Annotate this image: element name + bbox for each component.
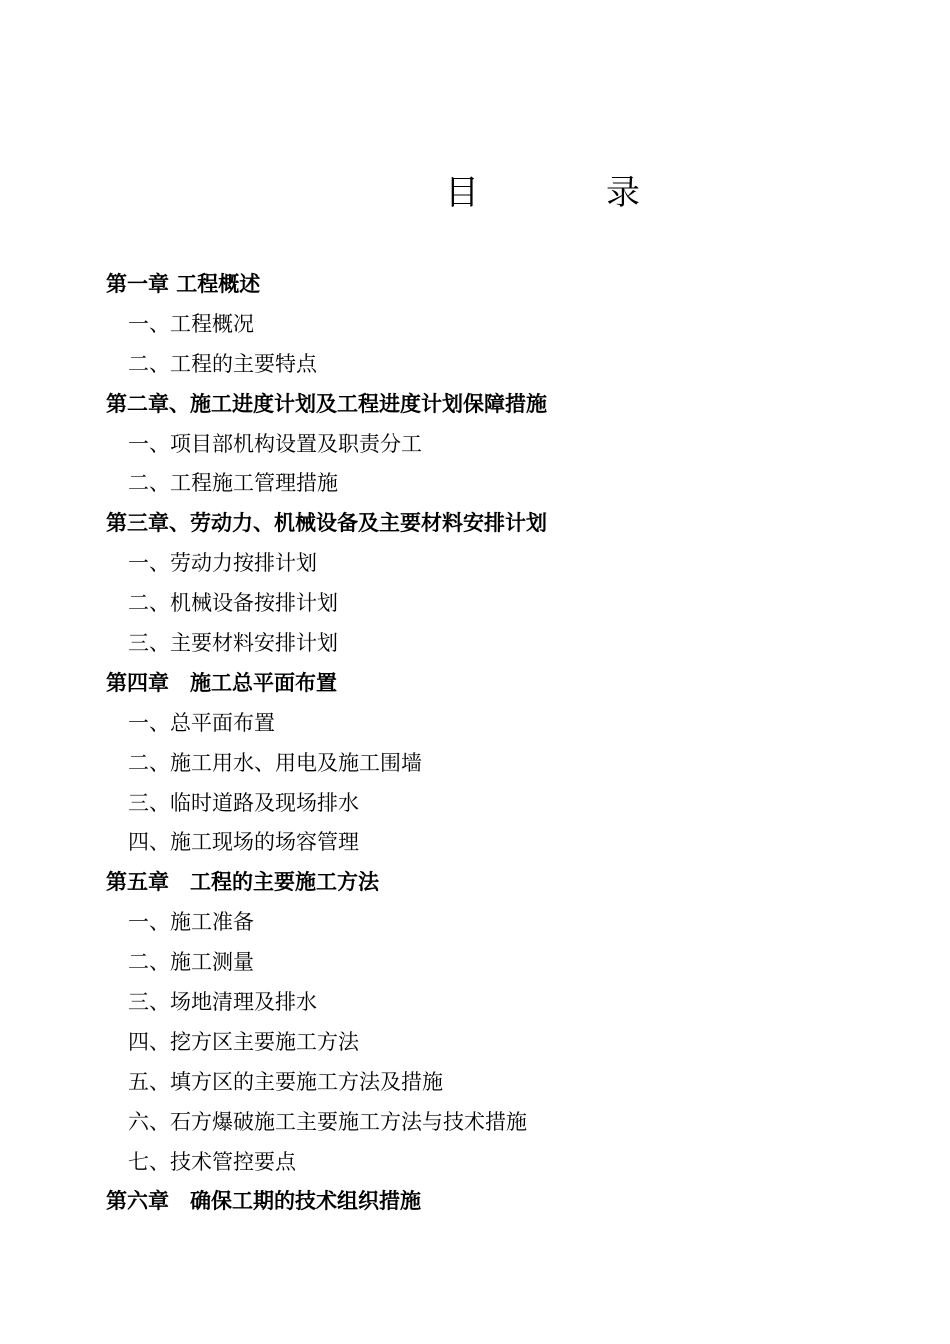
toc-section-entry: 二、工程的主要特点: [128, 351, 317, 376]
toc-section-entry: 三、场地清理及排水: [128, 990, 317, 1015]
toc-section-entry: 二、施工用水、用电及施工围墙: [128, 750, 422, 775]
toc-section-entry: 二、工程施工管理措施: [128, 471, 338, 496]
toc-chapter-entry: 第三章、劳动力、机械设备及主要材料安排计划: [106, 511, 547, 536]
toc-section-entry: 一、施工准备: [128, 910, 254, 935]
toc-section-entry: 三、主要材料安排计划: [128, 631, 338, 656]
toc-section-entry: 一、项目部机构设置及职责分工: [128, 431, 422, 456]
toc-section-entry: 一、劳动力按排计划: [128, 551, 317, 576]
toc-section-entry: 一、总平面布置: [128, 710, 275, 735]
toc-chapter-entry: 第二章、施工进度计划及工程进度计划保障措施: [106, 391, 547, 416]
table-of-contents: [0, 265, 950, 1222]
toc-chapter-entry: 第一章 工程概述: [106, 272, 261, 296]
toc-section-entry: 三、临时道路及现场排水: [128, 790, 359, 815]
toc-section-entry: 二、机械设备按排计划: [128, 591, 338, 616]
toc-section-entry: 五、填方区的主要施工方法及措施: [128, 1069, 443, 1094]
toc-chapter-entry: 第六章 确保工期的技术组织措施: [106, 1189, 421, 1214]
toc-section-entry: 四、施工现场的场容管理: [128, 830, 359, 855]
toc-chapter-entry: 第四章 施工总平面布置: [106, 670, 337, 695]
toc-chapter-entry: 第五章 工程的主要施工方法: [106, 870, 379, 895]
toc-section-entry: 七、技术管控要点: [128, 1149, 296, 1174]
page-title-char-1: 目: [445, 173, 479, 213]
toc-section-entry: 四、挖方区主要施工方法: [128, 1029, 359, 1054]
page-title: [0, 168, 950, 218]
toc-section-entry: 六、石方爆破施工主要施工方法与技术措施: [128, 1109, 527, 1134]
toc-section-entry: 一、工程概况: [128, 311, 254, 336]
page-title-char-2: 录: [606, 173, 640, 213]
toc-section-entry: 二、施工测量: [128, 950, 254, 975]
